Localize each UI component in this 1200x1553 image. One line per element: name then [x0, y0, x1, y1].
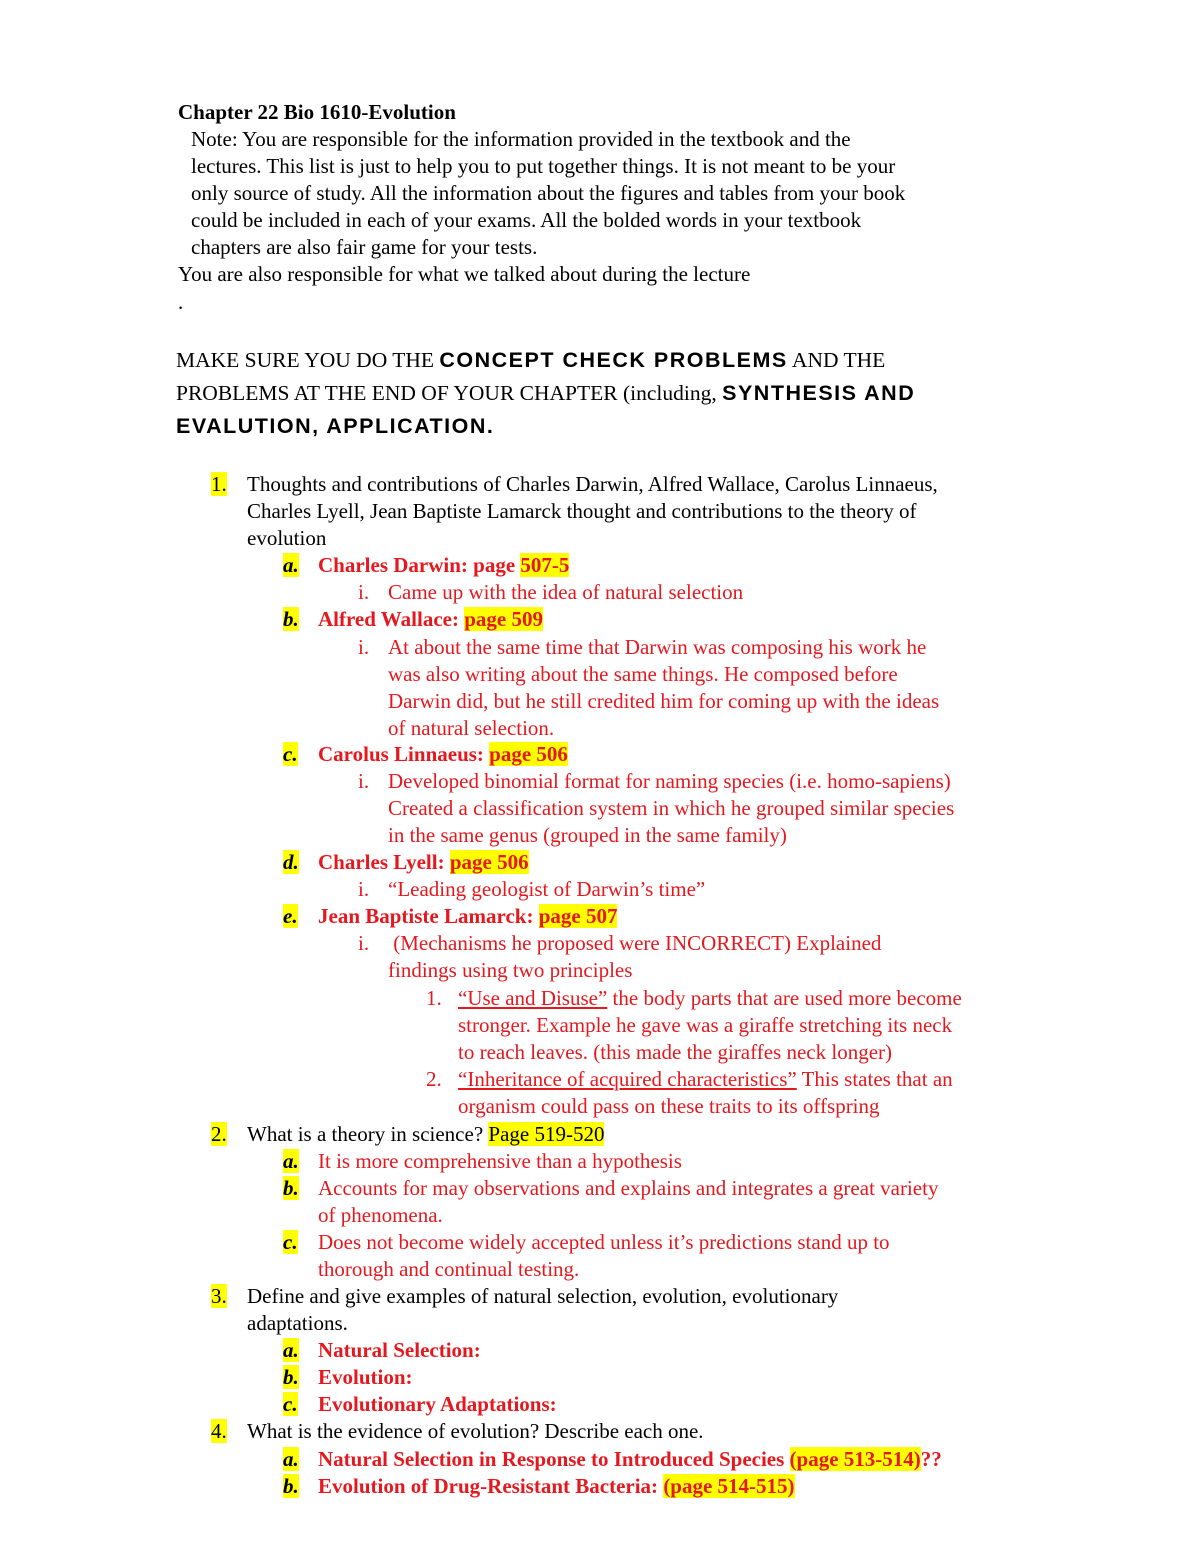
item-text: in the same genus (grouped in the same family) [388, 823, 787, 847]
note-line: lectures. This list is just to help you to put together things. It is not meant to be your [191, 154, 896, 178]
page-reference: page 506 [489, 742, 568, 766]
instruction-line-3 [176, 410, 494, 443]
question-number: 2. [211, 1122, 227, 1146]
instruction-line-2 [176, 377, 915, 410]
item-text: Darwin did, but he still credited him for coming up with the ideas [388, 689, 940, 713]
sub-item-text: stronger. Example he gave was a giraffe stretching its neck [458, 1013, 953, 1037]
roman-numeral: i. [358, 931, 370, 955]
item-text: “Leading geologist of Darwin’s time” [388, 877, 706, 901]
item-text: was also writing about the same things. He composed before [388, 662, 898, 686]
roman-numeral: i. [358, 580, 370, 604]
question-text: Charles Lyell, Jean Baptiste Lamarck thought and contributions to the theory of [247, 499, 917, 523]
note-line: only source of study. All the information about the figures and tables from your book [191, 181, 906, 205]
item-text: At about the same time that Darwin was composing his work he [388, 635, 927, 659]
question-text: What is a theory in science? Page 519-520 [247, 1122, 605, 1146]
item-letter: d. [283, 850, 299, 874]
item-text: of phenomena. [318, 1203, 443, 1227]
page-reference: page 507 [538, 904, 618, 928]
item-letter: a. [283, 1149, 299, 1173]
item-heading: Evolution of Drug-Resistant Bacteria: (page 514-515) [318, 1474, 795, 1498]
roman-numeral: i. [358, 877, 370, 901]
item-letter: a. [283, 1447, 299, 1471]
item-text: Developed binomial format for naming species (i.e. homo-sapiens) [388, 769, 951, 793]
item-text: Accounts for may observations and explains and integrates a great variety [318, 1176, 939, 1200]
page-reference: Page 519-520 [488, 1122, 605, 1146]
item-letter: c. [283, 1230, 298, 1254]
sub-item-text: “Inheritance of acquired characteristics” This states that an [458, 1067, 953, 1091]
question-text: Define and give examples of natural selection, evolution, evolutionary [247, 1284, 839, 1308]
item-letter: e. [283, 904, 298, 928]
item-text: It is more comprehensive than a hypothesis [318, 1149, 682, 1173]
item-letter: c. [283, 1392, 298, 1416]
sub-item-text: “Use and Disuse” the body parts that are used more become [458, 986, 962, 1010]
question-number: 3. [211, 1284, 227, 1308]
note-line: could be included in each of your exams. All the bolded words in your textbook [191, 208, 862, 232]
item-text: findings using two principles [388, 958, 633, 982]
lecture-note: You are also responsible for what we talked about during the lecture [178, 262, 751, 286]
sub-item-text: to reach leaves. (this made the giraffes neck longer) [458, 1040, 893, 1064]
page-reference: (page 514-515) [663, 1474, 795, 1498]
note-line: Note: You are responsible for the information provided in the textbook and the [191, 127, 851, 151]
instruction-text: PROBLEMS AT THE END OF YOUR CHAPTER (including, [176, 381, 723, 405]
item-text: Created a classification system in which he grouped similar species [388, 796, 955, 820]
item-letter: b. [283, 1474, 299, 1498]
sub-number: 2. [426, 1067, 442, 1091]
item-heading: Alfred Wallace: page 509 [318, 607, 543, 631]
question-number: 4. [211, 1419, 227, 1443]
question-marks: ?? [920, 1447, 942, 1471]
instruction-emphasis: SYNTHESIS AND [722, 381, 916, 405]
item-text: (Mechanisms he proposed were INCORRECT) Explained [388, 931, 882, 955]
instruction-text: AND THE [787, 348, 886, 372]
page-reference: (page 513-514) [789, 1447, 921, 1471]
instruction-emphasis: CONCEPT CHECK PROBLEMS [439, 348, 788, 372]
instruction-line-1 [176, 344, 885, 377]
item-letter: b. [283, 607, 299, 631]
item-heading: Charles Darwin: page 507-5 [318, 553, 570, 577]
question-text: Thoughts and contributions of Charles Darwin, Alfred Wallace, Carolus Linnaeus, [247, 472, 938, 496]
item-text: Does not become widely accepted unless it’s predictions stand up to [318, 1230, 890, 1254]
question-text: What is the evidence of evolution? Describe each one. [247, 1419, 704, 1443]
item-text: of natural selection. [388, 716, 555, 740]
question-number: 1. [211, 472, 227, 496]
item-text: Came up with the idea of natural selection [388, 580, 744, 604]
item-heading: Natural Selection: [318, 1338, 481, 1362]
roman-numeral: i. [358, 635, 370, 659]
question-text: evolution [247, 526, 327, 550]
item-heading: Evolution: [318, 1365, 413, 1389]
note-line: chapters are also fair game for your tests. [191, 235, 538, 259]
item-text: thorough and continual testing. [318, 1257, 580, 1281]
stray-dot: . [178, 290, 184, 314]
item-letter: b. [283, 1176, 299, 1200]
instruction-emphasis: EVALUTION, APPLICATION. [176, 414, 495, 438]
sub-item-text: organism could pass on these traits to its offspring [458, 1094, 880, 1118]
item-letter: a. [283, 553, 299, 577]
item-letter: a. [283, 1338, 299, 1362]
item-heading: Natural Selection in Response to Introduced Species (page 513-514)?? [318, 1447, 942, 1471]
page-reference: page 509 [464, 607, 543, 631]
question-text: adaptations. [247, 1311, 348, 1335]
item-heading: Carolus Linnaeus: page 506 [318, 742, 568, 766]
page-reference: page 506 [449, 850, 529, 874]
roman-numeral: i. [358, 769, 370, 793]
item-heading: Evolutionary Adaptations: [318, 1392, 557, 1416]
item-heading: Jean Baptiste Lamarck: page 507 [318, 904, 618, 928]
page-reference: 507-5 [520, 553, 570, 577]
page-title: Chapter 22 Bio 1610-Evolution [178, 100, 456, 124]
item-letter: c. [283, 742, 298, 766]
instruction-text: MAKE SURE YOU DO THE [176, 348, 440, 372]
sub-number: 1. [426, 986, 442, 1010]
item-heading: Charles Lyell: page 506 [318, 850, 529, 874]
item-letter: b. [283, 1365, 299, 1389]
